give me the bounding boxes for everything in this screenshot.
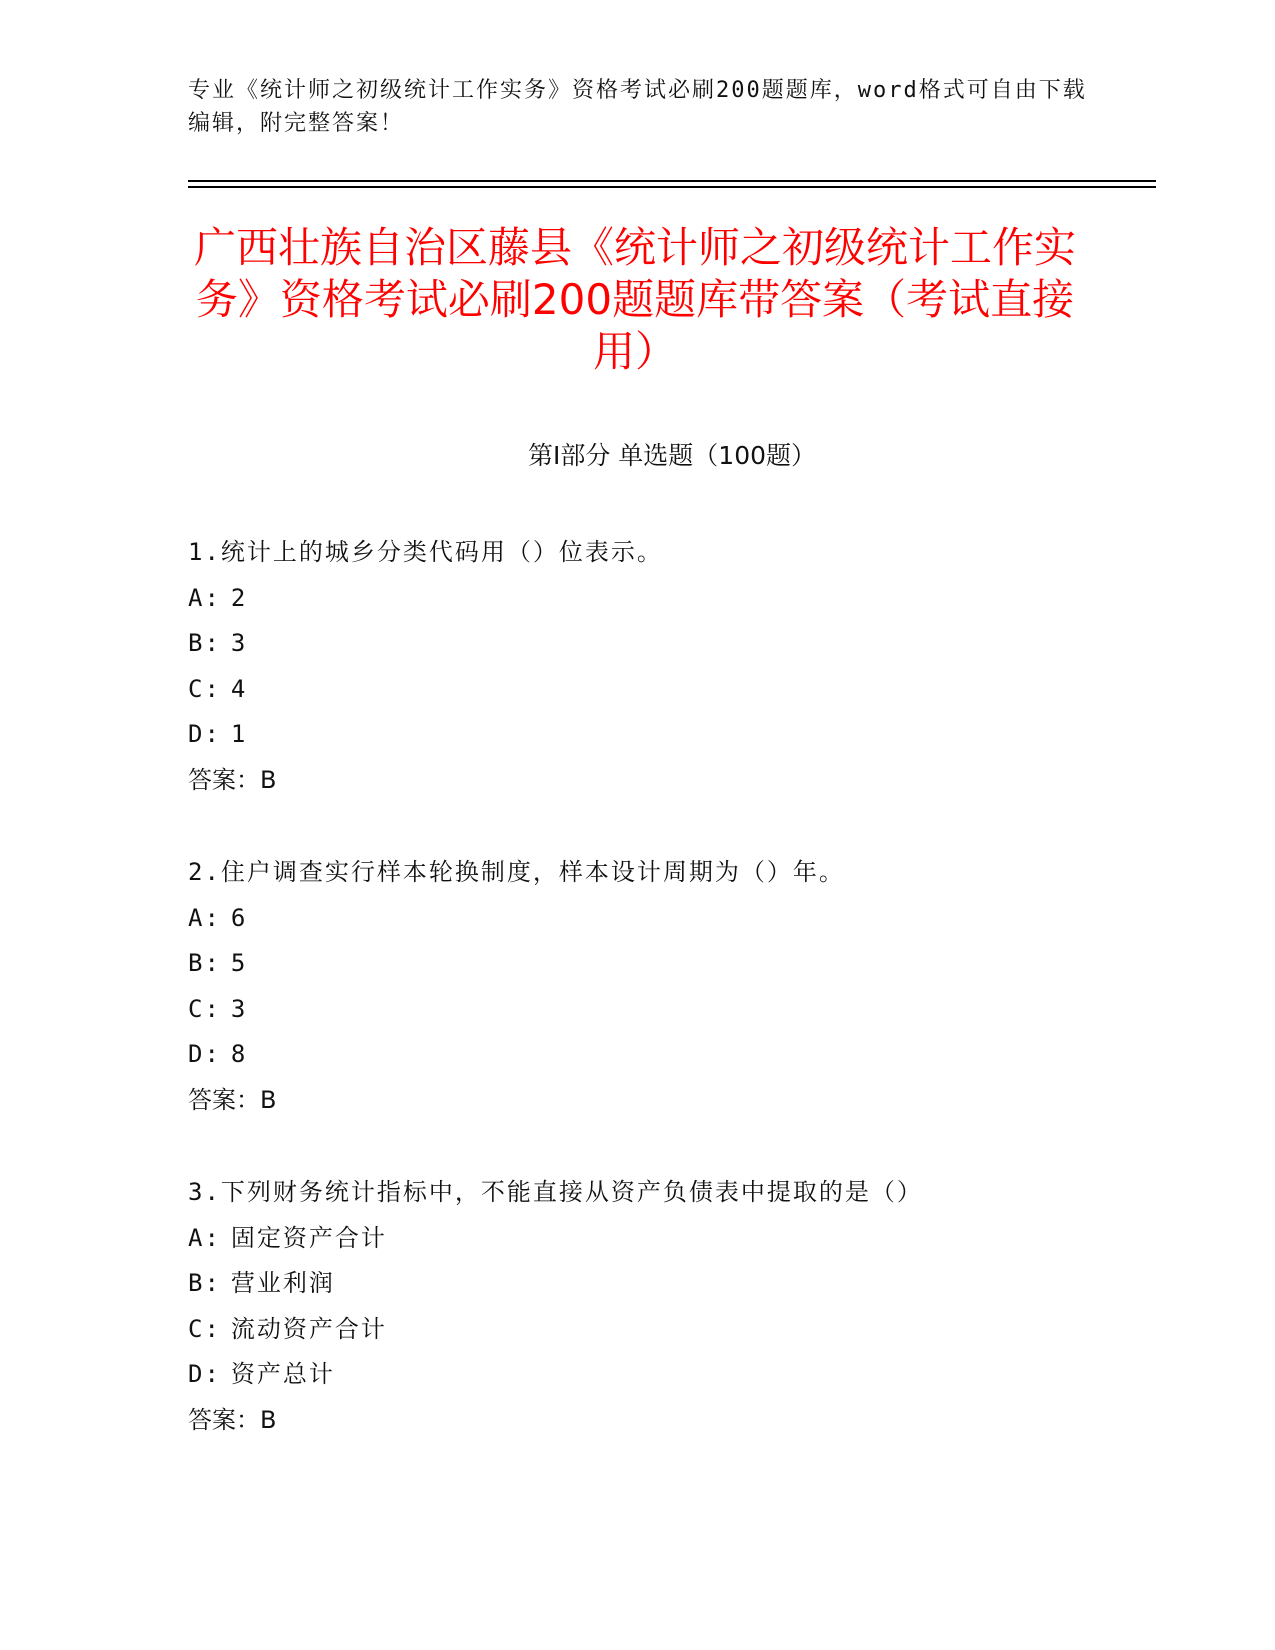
option-value: 固定资产合计: [230, 1223, 387, 1252]
option-value: 8: [230, 1040, 248, 1068]
option-label: D:: [188, 720, 221, 748]
option-a: [188, 1216, 1148, 1262]
section-heading: 第I部分 单选题（100题）: [527, 441, 817, 470]
option-label: B:: [188, 949, 221, 977]
option-label: A:: [188, 583, 221, 612]
option-value: 3: [230, 994, 248, 1023]
option-b: [188, 621, 1148, 667]
option-label: C:: [188, 674, 221, 703]
option-b: [188, 1261, 1148, 1307]
option-label: D:: [188, 1360, 221, 1388]
option-value: 资产总计: [230, 1360, 335, 1388]
question-text: 3.下列财务统计指标中，不能直接从资产负债表中提取的是（）: [188, 1178, 923, 1206]
option-value: 3: [230, 629, 248, 657]
answer-line: 答案：B: [188, 1085, 277, 1114]
option-value: 营业利润: [230, 1269, 335, 1297]
divider-line: [188, 180, 1156, 182]
option-c: [188, 667, 1148, 713]
option-value: 流动资产合计: [230, 1314, 387, 1343]
document-title: 广西壮族自治区藤县《统计师之初级统计工作实务》资格考试必刷200题题库带答案（考试直接用）: [193, 223, 1076, 376]
option-value: 2: [230, 583, 248, 612]
answer-line: 答案：B: [188, 765, 277, 794]
option-d: [188, 1352, 1148, 1398]
option-label: A:: [188, 1223, 221, 1252]
option-d: [188, 1032, 1148, 1078]
option-c: [188, 1307, 1148, 1353]
option-b: [188, 941, 1148, 987]
option-value: 6: [230, 903, 248, 932]
answer-line: 答案：B: [188, 1405, 277, 1434]
question-block: [188, 1170, 1148, 1443]
option-value: 1: [230, 720, 248, 748]
question-text: 1.统计上的城乡分类代码用（）位表示。: [188, 538, 663, 566]
option-label: A:: [188, 903, 221, 932]
option-value: 5: [230, 949, 248, 977]
question-text: 2.住户调查实行样本轮换制度，样本设计周期为（）年。: [188, 858, 845, 886]
option-a: [188, 896, 1148, 942]
question-block: [188, 530, 1148, 803]
option-label: D:: [188, 1040, 221, 1068]
option-value: 4: [230, 674, 248, 703]
divider-line: [188, 186, 1156, 188]
option-d: [188, 712, 1148, 758]
option-label: C:: [188, 1314, 221, 1343]
option-label: B:: [188, 1269, 221, 1297]
option-a: [188, 576, 1148, 622]
option-c: [188, 987, 1148, 1033]
option-label: B:: [188, 629, 221, 657]
option-label: C:: [188, 994, 221, 1023]
question-block: [188, 850, 1148, 1123]
header-note: 专业《统计师之初级统计工作实务》资格考试必刷200题题库，word格式可自由下载编辑，附完整答案！: [188, 78, 1087, 136]
